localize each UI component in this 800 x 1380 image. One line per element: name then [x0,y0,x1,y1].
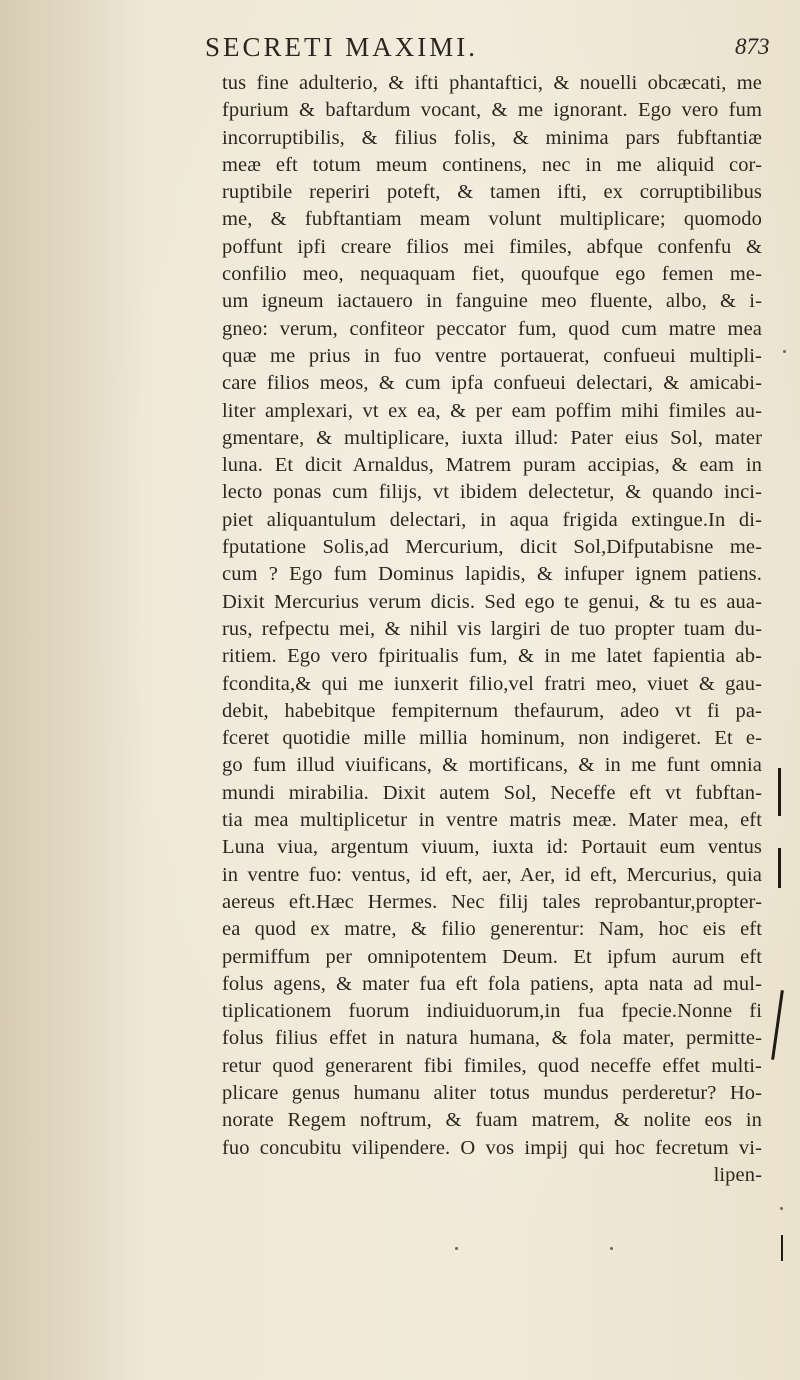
text-line: fuo concubitu vilipendere. O vos impij qui hoc fecretum vi- [222,1136,762,1159]
text-line: fputatione Solis,ad Mercurium, dicit Sol,Difputabisne me- [222,536,762,559]
running-head [0,20,800,60]
text-line: tiplicationem fuorum indiuiduorum,in fua fpecie.Nonne fi [222,1000,762,1023]
text-line: gneo: verum, confiteor peccator fum, quod cum matre mea [222,317,762,340]
text-line: folus agens, & mater fua eft fola patiens, apta nata ad mul- [222,972,762,995]
paper-speck [780,1207,783,1210]
text-line: poffunt ipfi creare filios mei fimiles, abfque confenfu & [222,235,762,258]
page-number: 873 [735,34,770,59]
text-line: folus filius effet in natura humana, & fola mater, permitte- [222,1027,762,1050]
text-line: debit, habebitque fempiternum thefaurum, adeo vt fi pa- [222,699,762,722]
text-line: liter amplexari, vt ex ea, & per eam poffim mihi fimiles au- [222,399,762,422]
text-line: tia mea multiplicetur in ventre matris meæ. Mater mea, eft [222,809,762,832]
text-line: ruptibile reperiri poteft, & tamen ifti, ex corruptibilibus [222,181,762,204]
text-line: tus fine adulterio, & ifti phantaftici, & nouelli obcæcati, me [222,72,762,94]
text-line: Dixit Mercurius verum dicis. Sed ego te genui, & tu es aua- [222,590,762,613]
text-line: mundi mirabilia. Dixit autem Sol, Neceffe eft vt fubftan- [222,781,762,804]
text-line: plicare genus humanu aliter totus mundus perderetur? Ho- [222,1081,762,1104]
text-line: norate Regem noftrum, & fuam matrem, & nolite eos in [222,1109,762,1132]
text-line: rus, refpectu mei, & nihil vis largiri de tuo propter tuam du- [222,617,762,640]
text-line: ritiem. Ego vero fpiritualis fum, & in me latet fapientia ab- [222,645,762,668]
text-line: fceret quotidie mille millia hominum, non indigeret. Et e- [222,727,762,750]
text-line: lecto ponas cum filijs, vt ibidem delectetur, & quando inci- [222,481,762,504]
text-line: me, & fubftantiam meam volunt multiplicare; quomodo [222,208,762,231]
margin-ink-stroke [778,848,781,888]
text-line: in ventre fuo: ventus, id eft, aer, Aer, id eft, Mercurius, quia [222,863,762,886]
text-line: luna. Et dicit Arnaldus, Matrem puram accipias, & eam in [222,454,762,477]
text-line: gmentare, & multiplicare, iuxta illud: Pater eius Sol, mater [222,426,762,449]
page-gutter-shadow [0,0,150,1380]
text-line: permiffum per omnipotentem Deum. Et ipfum aurum eft [222,945,762,968]
text-line: incorruptibilis, & filius folis, & minima pars fubftantiæ [222,126,762,149]
paper-speck [455,1247,458,1250]
paper-speck [783,350,786,353]
text-line: fcondita,& qui me iunxerit filio,vel fratri meo, viuet & gau- [222,672,762,695]
text-line: go fum illud viuificans, & mortificans, & in me funt omnia [222,754,762,777]
margin-ink-stroke [781,1235,783,1261]
text-line: retur quod generarent fibi fimiles, quod neceffe effet multi- [222,1054,762,1077]
text-line: meæ eft totum meum continens, nec in me aliquid cor- [222,153,762,176]
text-line: cum ? Ego fum Dominus lapidis, & infuper ignem patiens. [222,563,762,586]
running-head-title: SECRETI MAXIMI. [205,32,478,62]
margin-ink-stroke [771,990,784,1060]
text-line: care filios meos, & cum ipfa confueui delectari, & amicabi- [222,372,762,395]
body-text [222,70,762,1189]
text-line: confilio meo, nequaquam fiet, quoufque ego femen me- [222,263,762,286]
margin-ink-stroke [778,768,781,816]
text-line: fpurium & baftardum vocant, & me ignorant. Ego vero fum [222,99,762,122]
text-line: piet aliquantulum delectari, in aqua frigida extingue.In di- [222,508,762,531]
catchword: lipen- [713,1163,762,1186]
text-line: um igneum iactauero in fanguine meo fluente, albo, & i- [222,290,762,313]
text-line: Luna viua, argentum viuum, iuxta id: Portauit eum ventus [222,836,762,859]
text-line: aereus eft.Hæc Hermes. Nec filij tales reprobantur,propter- [222,890,762,913]
text-line: quæ me prius in fuo ventre portauerat, confueui multipli- [222,344,762,367]
text-line: ea quod ex matre, & filio generentur: Nam, hoc eis eft [222,918,762,941]
paper-speck [610,1247,613,1250]
